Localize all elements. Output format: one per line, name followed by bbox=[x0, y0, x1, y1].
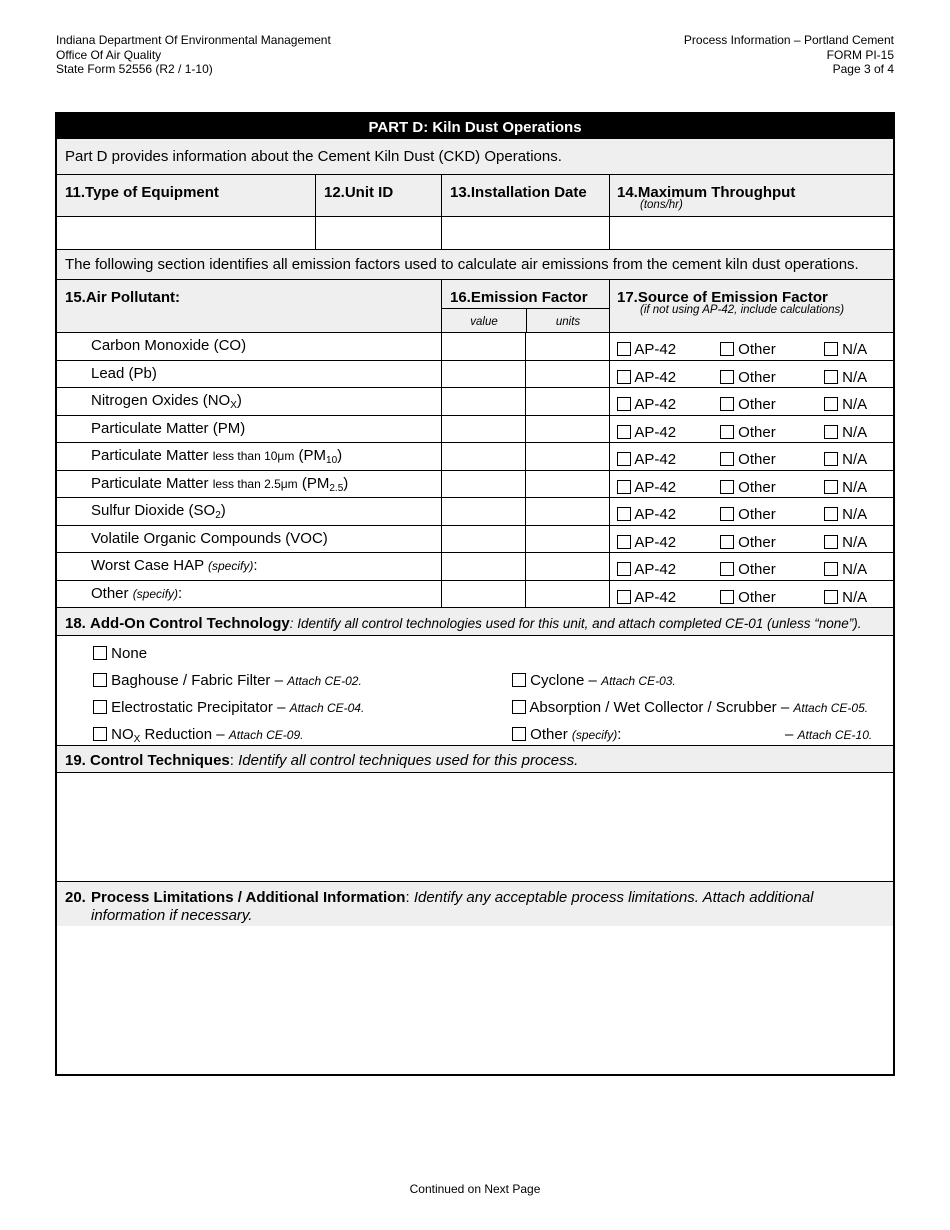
checkbox[interactable] bbox=[617, 535, 631, 549]
addon-number: 18. bbox=[65, 615, 86, 632]
col-unit-id: 12.Unit ID bbox=[315, 175, 441, 216]
checkbox[interactable] bbox=[617, 562, 631, 576]
source-other-label: Other bbox=[738, 533, 776, 551]
equipment-entry-row bbox=[57, 216, 893, 249]
source-other-label: Other bbox=[738, 396, 776, 413]
source-other-option[interactable] bbox=[720, 589, 776, 606]
checkbox[interactable] bbox=[617, 507, 631, 521]
emission-value-field[interactable] bbox=[441, 471, 525, 498]
source-ap42-label: AP-42 bbox=[634, 533, 677, 551]
pollutant-row bbox=[57, 415, 893, 443]
emission-value-field[interactable] bbox=[441, 553, 525, 580]
other-attach: – Attach CE-10. bbox=[785, 726, 873, 743]
nox-label: NO bbox=[111, 726, 134, 743]
footer-continued: Continued on Next Page bbox=[409, 1182, 541, 1196]
col-emission-factor bbox=[441, 280, 609, 332]
checkbox[interactable] bbox=[512, 673, 526, 687]
checkbox[interactable] bbox=[824, 590, 838, 604]
pollutant-row bbox=[57, 387, 893, 415]
option-other-label: Other bbox=[530, 726, 568, 743]
source-other-option[interactable] bbox=[720, 341, 776, 358]
source-na-label: N/A bbox=[842, 506, 868, 523]
pollutant-name: Particulate Matter less than 10μm $(PM_{10})$ bbox=[91, 447, 343, 466]
option-nox-reduction[interactable]: $NO_X$ Reduction – Attach CE-09. bbox=[93, 726, 303, 743]
nox-attach-note: Attach CE-09. bbox=[228, 728, 304, 742]
addon-control-header bbox=[57, 607, 893, 635]
checkbox[interactable] bbox=[824, 480, 838, 494]
checkbox[interactable] bbox=[512, 727, 526, 741]
source-other-option[interactable] bbox=[720, 424, 776, 441]
nox-subscript: X bbox=[133, 734, 141, 745]
addon-description: : Identify all control technologies used for this unit, and attach completed CE-01 (unless “none”). bbox=[289, 616, 862, 631]
checkbox[interactable] bbox=[617, 397, 631, 411]
checkbox[interactable] bbox=[824, 425, 838, 439]
max-throughput-label: 14.Maximum Throughput bbox=[617, 184, 796, 201]
checkbox[interactable] bbox=[720, 590, 734, 604]
source-na-label: N/A bbox=[842, 478, 868, 496]
option-none-label: None bbox=[111, 645, 148, 662]
pollutant-row bbox=[57, 525, 893, 553]
pollutant-name: Nitrogen Oxides $(NO_X)$ bbox=[91, 392, 242, 411]
source-ap42-label: AP-42 bbox=[634, 368, 677, 386]
checkbox[interactable] bbox=[617, 342, 631, 356]
emission-units-field[interactable] bbox=[525, 333, 609, 360]
process-limitations-field[interactable] bbox=[57, 926, 893, 1074]
header-process: Process Information – Portland Cement bbox=[683, 33, 894, 47]
addon-options bbox=[57, 635, 893, 745]
col-max-throughput bbox=[609, 175, 893, 216]
source-other-label: Other bbox=[738, 588, 776, 606]
pollutant-name: Sulfur Dioxide $(SO_2)$ bbox=[91, 502, 226, 521]
source-ap42-option[interactable] bbox=[617, 396, 676, 413]
emission-value-field[interactable] bbox=[441, 443, 525, 470]
source-other-label: Other bbox=[738, 478, 776, 496]
header-page: Page 3 of 4 bbox=[832, 62, 894, 76]
source-other-label: Other bbox=[738, 341, 776, 358]
source-ap42-label: AP-42 bbox=[634, 423, 677, 441]
techniques-description: Identify all control techniques used for this process. bbox=[238, 752, 579, 769]
emission-units-field[interactable] bbox=[525, 443, 609, 470]
option-esp-label: Electrostatic Precipitator bbox=[111, 699, 273, 716]
col-air-pollutant: 15.Air Pollutant: bbox=[65, 289, 181, 306]
source-other-label: Other bbox=[738, 423, 776, 441]
checkbox[interactable] bbox=[824, 507, 838, 521]
pollutant-row bbox=[57, 360, 893, 388]
techniques-number: 19. bbox=[65, 752, 86, 769]
col-type-of-equipment: 11.Type of Equipment bbox=[65, 184, 219, 201]
unit-id-field[interactable] bbox=[315, 217, 441, 249]
source-other-label: Other bbox=[738, 368, 776, 386]
checkbox[interactable] bbox=[617, 370, 631, 384]
source-other-option[interactable] bbox=[720, 506, 776, 523]
header-agency: Indiana Department Of Environmental Management bbox=[56, 33, 331, 47]
limitations-description: Identify any acceptable process limitations. Attach additional information if necessary. bbox=[91, 889, 814, 924]
emission-units-field[interactable] bbox=[525, 471, 609, 498]
source-ap42-label: AP-42 bbox=[634, 341, 677, 358]
source-na-label: N/A bbox=[842, 423, 868, 441]
source-other-label: Other bbox=[738, 506, 776, 523]
pollutant-name: Lead (Pb) bbox=[91, 364, 157, 382]
source-ap42-label: AP-42 bbox=[634, 478, 677, 496]
source-other-label: Other bbox=[738, 561, 776, 578]
emission-value-header: value bbox=[470, 316, 498, 328]
source-other-option[interactable] bbox=[720, 451, 776, 468]
checkbox[interactable] bbox=[720, 370, 734, 384]
baghouse-attach-note: Attach CE-02. bbox=[287, 674, 362, 688]
pollutant-row bbox=[57, 497, 893, 525]
source-ap42-option[interactable] bbox=[617, 369, 676, 386]
pollutant-row bbox=[57, 552, 893, 580]
source-na-option[interactable] bbox=[824, 506, 867, 523]
source-other-label: Other bbox=[738, 451, 776, 468]
emission-value-field[interactable] bbox=[441, 333, 525, 360]
control-techniques-field[interactable] bbox=[57, 772, 893, 881]
emission-value-field[interactable] bbox=[441, 581, 525, 608]
source-na-option[interactable] bbox=[824, 396, 867, 413]
checkbox[interactable] bbox=[824, 397, 838, 411]
absorption-attach-note: Attach CE-05. bbox=[793, 701, 869, 715]
checkbox[interactable] bbox=[93, 727, 107, 741]
emission-value-field[interactable] bbox=[441, 388, 525, 415]
source-na-option[interactable] bbox=[824, 534, 867, 551]
source-na-label: N/A bbox=[842, 451, 868, 468]
checkbox[interactable] bbox=[93, 700, 107, 714]
option-absorption[interactable]: Absorption / Wet Collector / Scrubber – Attach CE-05. bbox=[512, 699, 868, 716]
emission-units-field[interactable] bbox=[525, 498, 609, 525]
source-na-option[interactable] bbox=[824, 424, 867, 441]
source-ap42-label: AP-42 bbox=[634, 396, 677, 413]
limitations-title: Process Limitations / Additional Information bbox=[91, 889, 406, 906]
header-form-number: State Form 52556 (R2 / 1-10) bbox=[56, 62, 213, 76]
addon-title: Add-On Control Technology bbox=[90, 615, 290, 632]
limitations-number: 20. bbox=[65, 889, 86, 906]
option-other[interactable]: Other (specify): bbox=[512, 726, 621, 743]
emission-factor-label: 16.Emission Factor bbox=[450, 289, 588, 306]
option-absorption-label: Absorption / Wet Collector / Scrubber bbox=[529, 699, 777, 716]
source-ap42-option[interactable] bbox=[617, 451, 676, 468]
emission-units-field[interactable] bbox=[525, 581, 609, 608]
checkbox[interactable] bbox=[824, 370, 838, 384]
cyclone-attach-note: Attach CE-03. bbox=[601, 674, 676, 688]
option-cyclone-label: Cyclone bbox=[530, 672, 585, 689]
pollutant-name: Other (specify): bbox=[91, 584, 183, 602]
source-ap42-option[interactable] bbox=[617, 479, 676, 496]
esp-attach-note: Attach CE-04. bbox=[289, 701, 365, 715]
throughput-unit-note: (tons/hr) bbox=[640, 199, 683, 211]
option-cyclone[interactable]: Cyclone – Attach CE-03. bbox=[512, 672, 676, 689]
form-part-d bbox=[55, 112, 895, 1076]
source-other-option[interactable] bbox=[720, 479, 776, 496]
option-baghouse-label: Baghouse / Fabric Filter bbox=[111, 672, 271, 689]
checkbox[interactable] bbox=[617, 590, 631, 604]
checkbox[interactable] bbox=[93, 646, 107, 660]
pollutant-row bbox=[57, 580, 893, 608]
source-na-label: N/A bbox=[842, 341, 868, 358]
checkbox[interactable] bbox=[93, 673, 107, 687]
pollutant-name: Particulate Matter (PM) bbox=[91, 419, 246, 437]
other-attach-note: Attach CE-10. bbox=[797, 728, 873, 742]
checkbox[interactable] bbox=[617, 425, 631, 439]
emissions-section-text: The following section identifies all emission factors used to calculate air emissions from the cement kiln dust operations. bbox=[57, 249, 893, 279]
pollutant-name: Carbon Monoxide (CO) bbox=[91, 337, 247, 354]
source-na-option[interactable] bbox=[824, 341, 867, 358]
checkbox[interactable] bbox=[720, 342, 734, 356]
option-baghouse[interactable]: Baghouse / Fabric Filter – Attach CE-02. bbox=[93, 672, 362, 689]
source-other-option[interactable] bbox=[720, 561, 776, 578]
source-note: (if not using AP-42, include calculations) bbox=[640, 304, 845, 316]
checkbox[interactable] bbox=[720, 480, 734, 494]
checkbox[interactable] bbox=[824, 535, 838, 549]
emission-units-field[interactable] bbox=[525, 553, 609, 580]
option-none[interactable] bbox=[93, 645, 147, 662]
source-na-option[interactable] bbox=[824, 561, 867, 578]
source-na-option[interactable] bbox=[824, 479, 867, 496]
header-office: Office Of Air Quality bbox=[56, 47, 162, 62]
source-na-label: N/A bbox=[842, 396, 868, 413]
pollutant-row bbox=[57, 442, 893, 470]
source-ap42-label: AP-42 bbox=[634, 451, 677, 468]
max-throughput-field[interactable] bbox=[609, 217, 893, 249]
source-label: 17.Source of Emission Factor bbox=[617, 289, 828, 306]
checkbox[interactable] bbox=[617, 452, 631, 466]
emission-units-field[interactable] bbox=[525, 388, 609, 415]
col-installation-date: 13.Installation Date bbox=[441, 175, 609, 216]
equipment-header-row bbox=[57, 174, 893, 216]
col-source-of-emission-factor bbox=[609, 280, 893, 332]
checkbox[interactable] bbox=[824, 562, 838, 576]
part-intro: Part D provides information about the Cement Kiln Dust (CKD) Operations. bbox=[57, 139, 893, 174]
source-na-option[interactable] bbox=[824, 589, 867, 606]
source-ap42-option[interactable] bbox=[617, 534, 676, 551]
checkbox[interactable] bbox=[824, 342, 838, 356]
emissions-header-row bbox=[57, 279, 893, 332]
source-ap42-label: AP-42 bbox=[634, 588, 677, 606]
source-na-label: N/A bbox=[842, 368, 868, 386]
pollutant-row bbox=[57, 332, 893, 360]
emission-value-field[interactable] bbox=[441, 361, 525, 388]
checkbox[interactable] bbox=[824, 452, 838, 466]
emission-units-header: units bbox=[526, 309, 609, 332]
checkbox[interactable] bbox=[720, 507, 734, 521]
source-na-label: N/A bbox=[842, 561, 868, 578]
checkbox[interactable] bbox=[617, 480, 631, 494]
pollutant-name: Particulate Matter less than 2.5μm $(PM_{2.5})$ bbox=[91, 474, 349, 494]
pollutant-row bbox=[57, 470, 893, 498]
pollutant-name: Volatile Organic Compounds (VOC) bbox=[91, 529, 328, 547]
emission-value-field[interactable] bbox=[441, 498, 525, 525]
header-right bbox=[684, 33, 894, 77]
option-esp[interactable]: Electrostatic Precipitator – Attach CE-04. bbox=[93, 699, 364, 716]
source-ap42-option[interactable] bbox=[617, 506, 676, 523]
installation-date-field[interactable] bbox=[441, 217, 609, 249]
pollutant-name: Worst Case HAP (specify): bbox=[91, 557, 258, 574]
type-of-equipment-field[interactable] bbox=[57, 217, 315, 249]
source-ap42-option[interactable] bbox=[617, 589, 676, 606]
source-na-label: N/A bbox=[842, 533, 868, 551]
emission-units-field[interactable] bbox=[525, 361, 609, 388]
techniques-title: Control Techniques bbox=[90, 752, 230, 769]
source-na-label: N/A bbox=[842, 588, 868, 606]
checkbox[interactable] bbox=[720, 452, 734, 466]
source-ap42-option[interactable] bbox=[617, 341, 676, 358]
source-ap42-option[interactable] bbox=[617, 424, 676, 441]
part-title: PART D: Kiln Dust Operations bbox=[57, 114, 893, 139]
source-ap42-label: AP-42 bbox=[634, 561, 677, 578]
source-na-option[interactable] bbox=[824, 369, 867, 386]
emission-value-field[interactable] bbox=[441, 416, 525, 443]
source-ap42-label: AP-42 bbox=[634, 506, 677, 523]
emission-units-field[interactable] bbox=[525, 416, 609, 443]
checkbox[interactable] bbox=[720, 535, 734, 549]
source-other-option[interactable] bbox=[720, 534, 776, 551]
header-form-id: FORM PI-15 bbox=[826, 47, 894, 62]
source-other-option[interactable] bbox=[720, 396, 776, 413]
emission-value-field[interactable] bbox=[441, 526, 525, 553]
checkbox[interactable] bbox=[512, 700, 526, 714]
source-ap42-option[interactable] bbox=[617, 561, 676, 578]
emission-units-field[interactable] bbox=[525, 526, 609, 553]
header-left bbox=[56, 33, 331, 77]
checkbox[interactable] bbox=[720, 425, 734, 439]
checkbox[interactable] bbox=[720, 562, 734, 576]
checkbox[interactable] bbox=[720, 397, 734, 411]
process-limitations-header: 20. Process Limitations / Additional Information: Identify any acceptable process limitations. Attach additional information if necessary. bbox=[57, 881, 893, 926]
nox-reduction-label: Reduction bbox=[140, 726, 213, 743]
source-other-option[interactable] bbox=[720, 369, 776, 386]
control-techniques-header: 19. Control Techniques: Identify all control techniques used for this process. bbox=[57, 745, 893, 772]
source-na-option[interactable] bbox=[824, 451, 867, 468]
other-specify-note: (specify) bbox=[571, 728, 618, 742]
